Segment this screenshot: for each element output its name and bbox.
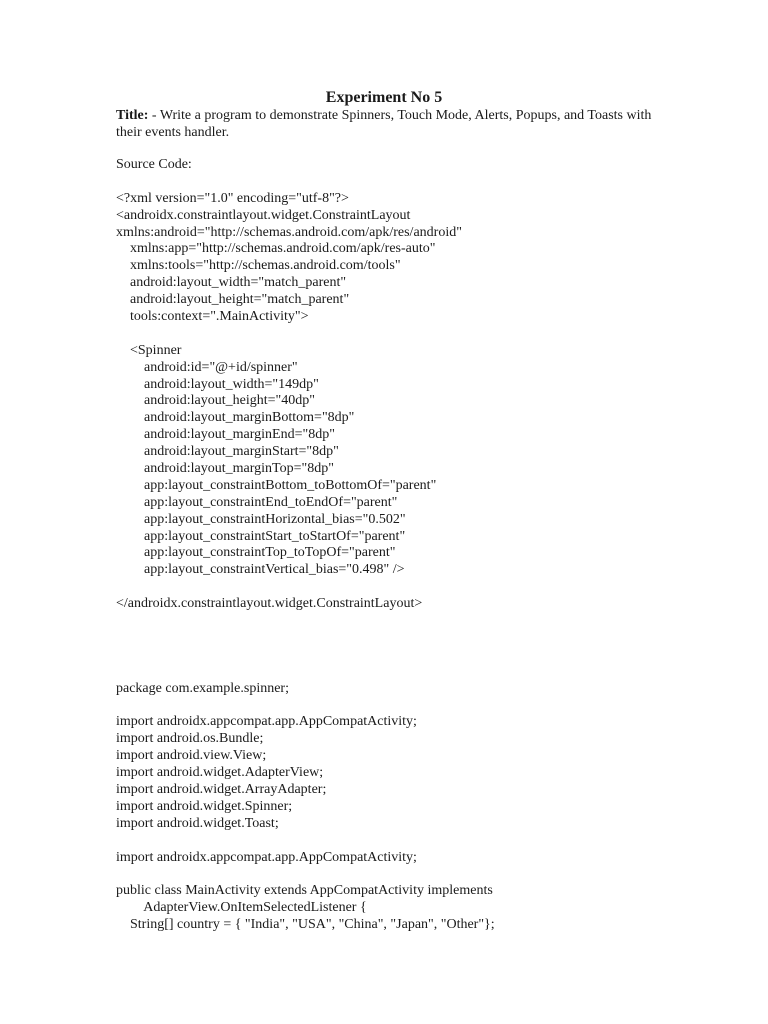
- code-line: public class MainActivity extends AppCompatActivity implements: [116, 883, 493, 899]
- code-line: android:layout_marginBottom="8dp": [116, 410, 355, 426]
- code-line: import androidx.appcompat.app.AppCompatActivity;: [116, 714, 417, 730]
- code-line: <Spinner: [116, 342, 182, 358]
- blank-line: [116, 579, 716, 596]
- code-line: xmlns:app="http://schemas.android.com/apk/res-auto": [116, 241, 436, 257]
- code-line: import android.widget.AdapterView;: [116, 765, 324, 781]
- blank-line: [116, 630, 716, 647]
- code-line: import android.os.Bundle;: [116, 731, 264, 747]
- code-line: android:layout_height="match_parent": [116, 292, 350, 308]
- code-line: android:layout_marginStart="8dp": [116, 444, 339, 460]
- code-line: app:layout_constraintEnd_toEndOf="parent": [116, 494, 398, 510]
- code-line: app:layout_constraintTop_toTopOf="parent": [116, 545, 396, 561]
- code-line: String[] country = { "India", "USA", "China", "Japan", "Other"};: [116, 917, 495, 933]
- code-line: app:layout_constraintVertical_bias="0.498" />: [116, 562, 405, 578]
- code-line: import android.widget.Toast;: [116, 815, 279, 831]
- code-line: app:layout_constraintHorizontal_bias="0.502": [116, 511, 406, 527]
- code-line: Source Code:: [116, 157, 192, 172]
- title-paragraph: [116, 107, 656, 141]
- code-line: package com.example.spinner;: [116, 680, 289, 696]
- blank-line: [116, 833, 716, 850]
- source-code-body: [116, 157, 716, 934]
- title-label: Title:: [116, 108, 149, 123]
- blank-line: [116, 174, 716, 191]
- code-line: xmlns:tools="http://schemas.android.com/tools": [116, 258, 401, 274]
- code-line: android:layout_width="match_parent": [116, 275, 347, 291]
- code-line: AdapterView.OnItemSelectedListener {: [116, 900, 367, 916]
- code-line: import android.view.View;: [116, 748, 267, 764]
- blank-line: [116, 326, 716, 343]
- code-line: <androidx.constraintlayout.widget.ConstraintLayout: [116, 207, 411, 223]
- document-heading: Experiment No 5: [325, 89, 443, 106]
- blank-line: [116, 698, 716, 715]
- code-line: app:layout_constraintBottom_toBottomOf="parent": [116, 477, 437, 493]
- code-line: android:id="@+id/spinner": [116, 359, 298, 375]
- code-line: <?xml version="1.0" encoding="utf-8"?>: [116, 190, 349, 206]
- code-line: android:layout_marginTop="8dp": [116, 461, 334, 477]
- blank-line: [116, 664, 716, 681]
- code-line: android:layout_width="149dp": [116, 376, 319, 392]
- code-line: import android.widget.Spinner;: [116, 798, 293, 814]
- code-line: android:layout_marginEnd="8dp": [116, 427, 335, 443]
- code-line: tools:context=".MainActivity">: [116, 309, 309, 325]
- blank-line: [116, 613, 716, 630]
- code-line: import androidx.appcompat.app.AppCompatActivity;: [116, 849, 417, 865]
- code-line: app:layout_constraintStart_toStartOf="parent": [116, 528, 406, 544]
- code-line: import android.widget.ArrayAdapter;: [116, 781, 327, 797]
- blank-line: [116, 647, 716, 664]
- blank-line: [116, 866, 716, 883]
- code-line: </androidx.constraintlayout.widget.ConstraintLayout>: [116, 596, 423, 612]
- code-line: android:layout_height="40dp": [116, 393, 315, 409]
- code-line: xmlns:android="http://schemas.android.com/apk/res/android": [116, 224, 462, 240]
- title-text: - Write a program to demonstrate Spinners, Touch Mode, Alerts, Popups, and Toasts with their events handler.: [116, 108, 652, 140]
